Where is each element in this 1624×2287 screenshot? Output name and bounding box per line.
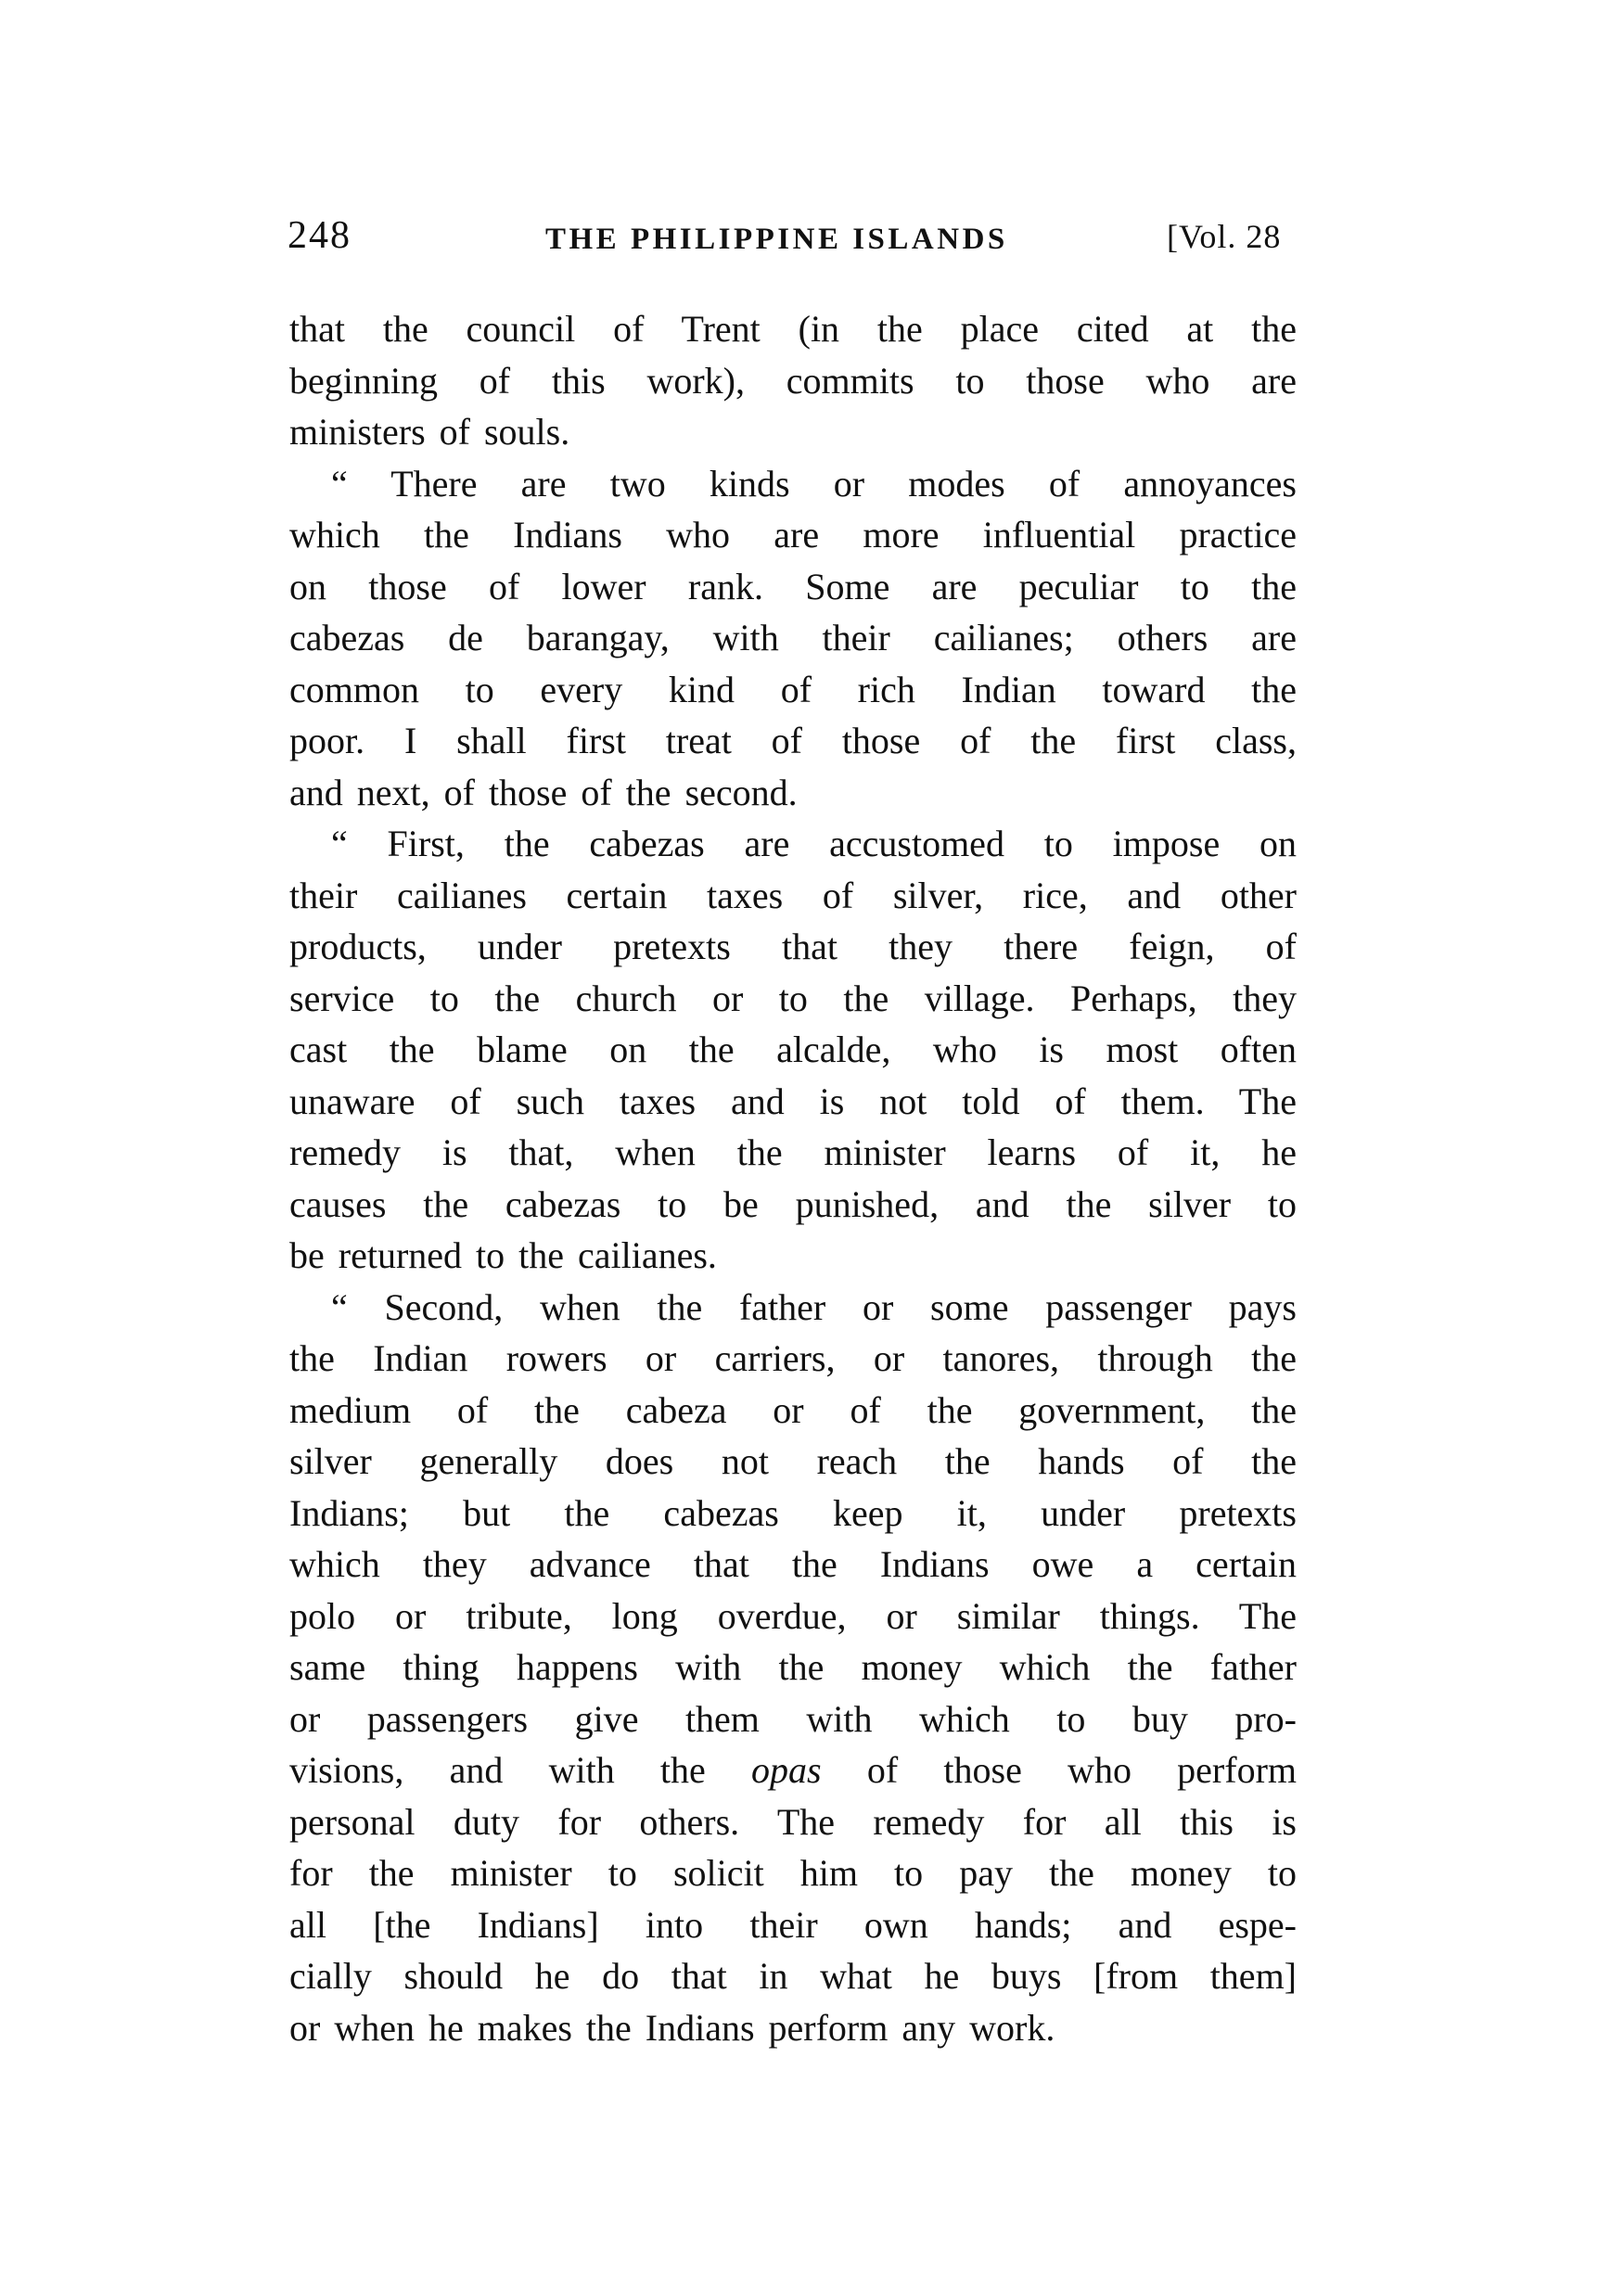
text-line: the Indian rowers or carriers, or tanores, through the bbox=[289, 1337, 1297, 1379]
text-line: that the council of Trent (in the place cited at the bbox=[289, 308, 1297, 350]
text-line: which they advance that the Indians owe a certain bbox=[289, 1543, 1297, 1585]
text-line: unaware of such taxes and is not told of them. The bbox=[289, 1080, 1297, 1122]
text-line: on those of lower rank. Some are peculiar to the bbox=[289, 565, 1297, 607]
text-line: poor. I shall first treat of those of the first class, bbox=[289, 720, 1297, 761]
text-line: silver generally does not reach the hands of the bbox=[289, 1440, 1297, 1482]
text-line: beginning of this work), commits to those who are bbox=[289, 359, 1297, 402]
text-line: common to every kind of rich Indian toward the bbox=[289, 668, 1297, 710]
paragraph bbox=[289, 303, 1297, 458]
text-line: medium of the cabeza or of the government, the bbox=[289, 1388, 1297, 1431]
text-line: “ First, the cabezas are accustomed to impose on bbox=[331, 823, 1297, 864]
italic-term: opas bbox=[751, 1749, 822, 1791]
text-line: cabezas de barangay, with their cailianes; others are bbox=[289, 617, 1297, 658]
volume-label: [Vol. 28 bbox=[1167, 218, 1282, 255]
text-line: their cailianes certain taxes of silver, rice, and other bbox=[289, 874, 1297, 916]
text-line: for the minister to solicit him to pay the money to bbox=[289, 1852, 1297, 1894]
text-line: be returned to the cailianes. bbox=[289, 1234, 717, 1276]
text-line: all [the Indians] into their own hands; and espe- bbox=[289, 1903, 1297, 1946]
running-title: THE PHILIPPINE ISLANDS bbox=[545, 223, 1008, 256]
text-line: ministers of souls. bbox=[289, 411, 570, 453]
paragraph bbox=[289, 458, 1297, 819]
text-line: or when he makes the Indians perform any work. bbox=[289, 2006, 1055, 2049]
text-line: “ There are two kinds or modes of annoyances bbox=[331, 462, 1297, 505]
text-line: products, under pretexts that they there feign, of bbox=[289, 926, 1297, 967]
text-line: “ Second, when the father or some passenger pays bbox=[331, 1285, 1297, 1328]
text-line: or passengers give them with which to buy pro- bbox=[289, 1697, 1297, 1740]
paragraph bbox=[289, 818, 1297, 1282]
text-line: cially should he do that in what he buys [from them] bbox=[289, 1955, 1297, 1997]
text-line: visions, and with the opas of those who perform bbox=[289, 1749, 1298, 1791]
text-line: same thing happens with the money which the father bbox=[289, 1646, 1297, 1688]
page-number: 248 bbox=[288, 214, 352, 257]
text-line: cast the blame on the alcalde, who is most often bbox=[289, 1029, 1297, 1070]
text-line: polo or tribute, long overdue, or similar things. The bbox=[289, 1594, 1297, 1637]
paragraph bbox=[289, 1282, 1297, 2054]
text-line: and next, of those of the second. bbox=[289, 771, 798, 813]
page-body bbox=[289, 303, 1297, 2053]
text-line: which the Indians who are more influential practice bbox=[289, 514, 1297, 556]
text-line: personal duty for others. The remedy for all this is bbox=[289, 1800, 1297, 1843]
text-line: Indians; but the cabezas keep it, under pretexts bbox=[289, 1491, 1297, 1534]
text-line: service to the church or to the village. Perhaps, they bbox=[289, 977, 1297, 1019]
text-line: causes the cabezas to be punished, and the silver to bbox=[289, 1182, 1297, 1225]
text-line: remedy is that, when the minister learns of it, he bbox=[289, 1131, 1297, 1173]
